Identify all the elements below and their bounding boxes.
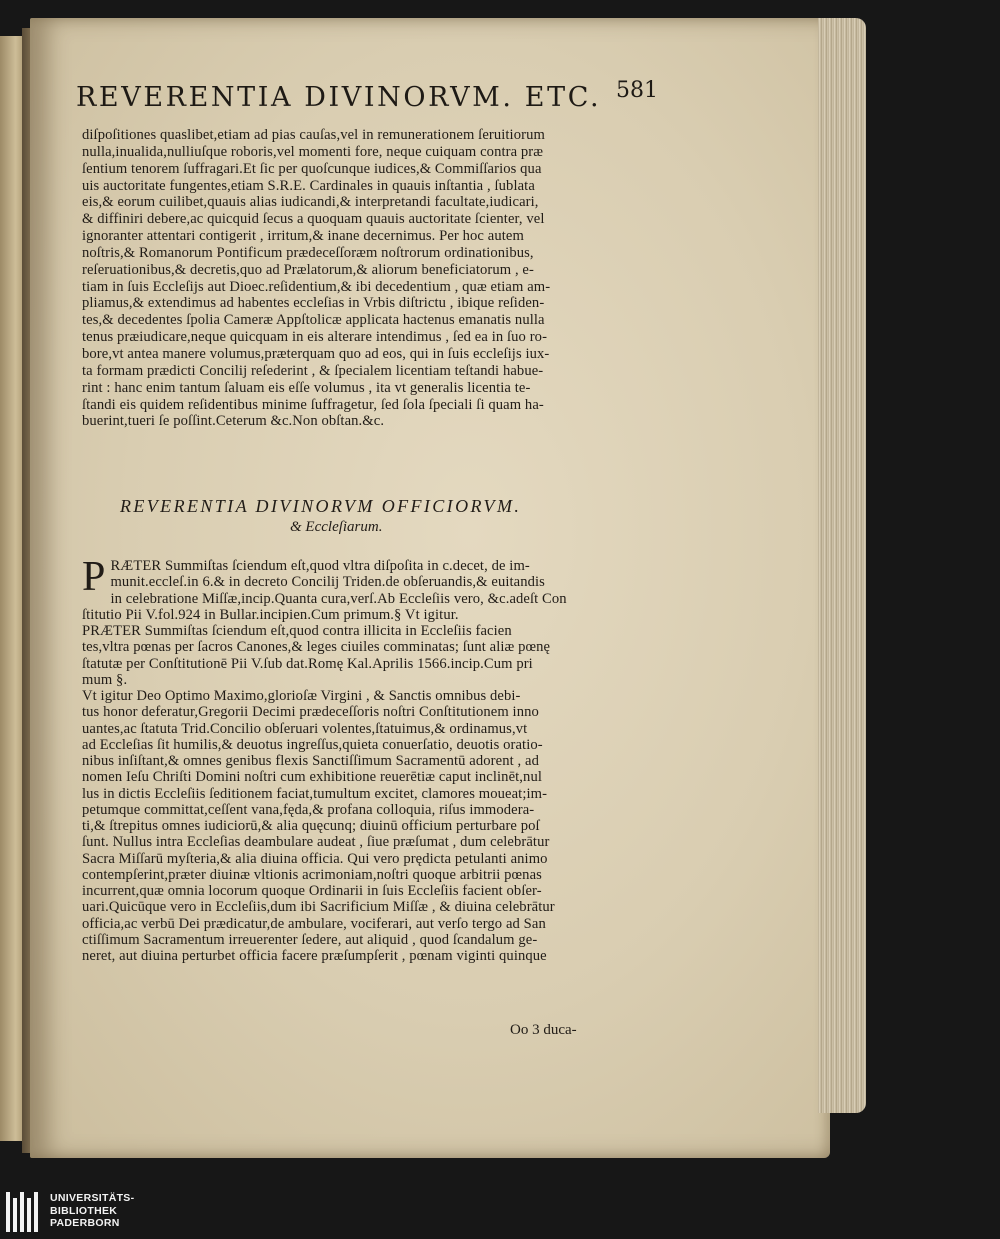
text-line: contempſerint,præter diuinæ vltionis acrimoniam,noſtri quoque arbitrii pœnas (82, 866, 542, 883)
text-line: petumque committat,ceſſent vana,fęda,& profana colloquia, riſus immodera- (82, 801, 535, 818)
text-line: Sacra Miſſarū myſteria,& alia diuina officia. Qui vero prędicta petulanti animo (82, 850, 548, 867)
text-line: ignoranter attentari contigerit , irritum,& inane decernimus. Per hoc autem (82, 228, 524, 245)
text-line: uari.Quicūque vero in Eccleſiis,dum ibi Sacrificium Miſſæ , & diuina celebrātur (82, 899, 555, 916)
logo-line-1: UNIVERSITÄTS- (50, 1192, 135, 1204)
text-line: mum §. (82, 671, 128, 688)
text-line: ſunt. Nullus intra Eccleſias deambulare audeat , ſiue præſumat , dum celebrātur (82, 834, 550, 851)
section-heading (120, 496, 640, 536)
text-line: in celebratione Miſſæ,incip.Quanta cura,verſ.Ab Eccleſiis vero, &c.adeſt Con (110, 590, 567, 607)
library-logo-icon (6, 1192, 42, 1232)
running-head (76, 78, 676, 120)
page-fore-edge (818, 18, 866, 1113)
page-number: 581 (616, 78, 658, 103)
text-line: eis,& eorum cuilibet,quauis alias iudicandi,& interpretandi facultate,iudicari, (82, 194, 539, 211)
text-block-main (82, 554, 677, 964)
text-line: uis auctoritate fungentes,etiam S.R.E. Cardinales in quauis inſtantia , ſublata (82, 177, 535, 194)
text-line: bore,vt antea manere volumus,præterquam quo ad eos, qui in ſuis eccleſijs iux- (82, 345, 550, 362)
text-line: ſtitutio Pii V.fol.924 in Bullar.incipien.Cum primum.§ Vt igitur. (82, 606, 459, 623)
text-line: ti,& ſtrepitus omnes iudiciorū,& alia quęcunq; diuinū officium perturbare poſ (82, 818, 540, 834)
text-line: tes,vltra pœnas per ſacros Canones,& leges ciuiles comminatas; ſunt aliæ pœnę (82, 639, 551, 656)
signature-catchword: Oo 3 duca- (510, 1022, 577, 1038)
text-line: ta formam prædicti Concilij reſederint , & ſpecialem licentiam teſtandi habue- (82, 362, 544, 379)
text-line: noſtris,& Romanorum Pontificum prædeceſſoræm noſtrorum ordinationibus, (82, 244, 534, 261)
text-line: tenus præiudicare,neque quicquam in eis alterare intendimus , ſed ea in ſuo ro- (82, 329, 548, 346)
text-line: nulla,inualida,nulliuſque roboris,vel momenti fore, neque cuiquam contra præ (82, 143, 544, 160)
text-line: tiam in ſuis Eccleſijs aut Dioec.reſidentium,& ibi decedentium , quæ etiam am- (82, 278, 551, 295)
text-line: ad Eccleſias ſit humilis,& deuotus ingreſſus,quieta conuerſatio, deuotis oratio- (82, 736, 543, 753)
logo-line-3: PADERBORN (50, 1217, 120, 1229)
text-line: officia,ac verbū Dei prædicatur,de ambulare, vociferari, aut verſo tergo ad San (82, 915, 546, 932)
text-line: neret, aut diuina perturbet officia facere præſumpſerit , pœnam viginti quinque (82, 948, 547, 964)
text-line: lus in dictis Eccleſiis ſeditionem faciat,tumultum excitet, clamores moueat;im- (82, 785, 548, 802)
text-line: PRÆTER Summiſtas ſciendum eſt,quod contra illicita in Eccleſiis facien (82, 623, 512, 639)
section-heading-main: REVERENTIA DIVINORVM OFFICIORVM. (120, 496, 522, 516)
logo-line-2: BIBLIOTHEK (50, 1204, 118, 1217)
text-line: nomen Ieſu Chriſti Domini noſtri cum exhibitione reuerētiæ caput inclinēt,nul (82, 769, 543, 786)
text-line: ſtandi eis quidem reſidentibus minime ſuffragetur, ſed ſola ſpeciali ſi quam ha- (82, 396, 544, 413)
text-line: ctiſſimum Sacramentum irreuerenter ſedere, aut aliquid , quod ſcandalum ge- (82, 931, 538, 948)
text-line: Vt igitur Deo Optimo Maximo,glorioſæ Virgini , & Sanctis omnibus debi- (82, 688, 521, 704)
text-block-top (82, 127, 677, 430)
text-line: rint : hanc enim tantum ſaluam eis eſſe volumus , ita vt generalis licentia te- (82, 379, 531, 396)
text-line: tus honor deferatur,Gregorii Decimi prædeceſſoris noſtri Conſtitutionem inno (82, 704, 539, 721)
section-heading-sub: & Eccleſiarum. (290, 519, 383, 535)
text-line: & diffiniri debere,ac quicquid ſecus a quoquam quauis auctoritate ſcienter, vel (82, 211, 545, 228)
text-line: diſpoſitiones quaslibet,etiam ad pias cauſas,vel in remunerationem ſeruitiorum (82, 127, 545, 143)
library-logo[interactable] (6, 1190, 186, 1236)
text-line: pliamus,& extendimus ad habentes eccleſias in Vrbis diſtrictu , ibique reſiden- (82, 295, 545, 312)
text-line: ſtatutæ per Conſtitutionē Pii V.ſub dat.Romę Kal.Aprilis 1566.incip.Cum pri (82, 655, 533, 672)
drop-capital: P (82, 554, 106, 600)
library-logo-text (50, 1192, 134, 1230)
text-line: nibus inſiſtant,& omnes genibus flexis Sanctiſſimum Sacramentū adorent , ad (82, 753, 539, 769)
text-line: reſeruationibus,& decretis,quo ad Prælatorum,& aliorum beneficiatorum , e- (82, 261, 534, 278)
running-title: REVERENTIA DIVINORVM. ETC. (76, 82, 602, 113)
text-line: uantes,ac ſtatuta Trid.Concilio obſeruari volentes,ſtatuimus,& ordinamus,vt (82, 720, 528, 737)
text-line: incurrent,quæ omnia locorum quoque Ordinarii in ſuis Eccleſiis facient obſer- (82, 883, 542, 899)
text-line: tes,& decedentes ſpolia Cameræ Appſtolicæ applicata hactenus emanatis nulla (82, 312, 545, 329)
text-line: buerint,tueri ſe poſſint.Ceterum &c.Non obſtan.&c. (82, 413, 385, 430)
text-line: munit.eccleſ.in 6.& in decreto Concilij Triden.de obſeruandis,& euitandis (110, 574, 545, 591)
text-line: RÆTER Summiſtas ſciendum eſt,quod vltra diſpoſita in c.decet, de im- (110, 558, 530, 574)
text-line: ſentium tenorem ſuffragari.Et ſic per quoſcunque iudices,& Commiſſarios qua (82, 160, 542, 177)
